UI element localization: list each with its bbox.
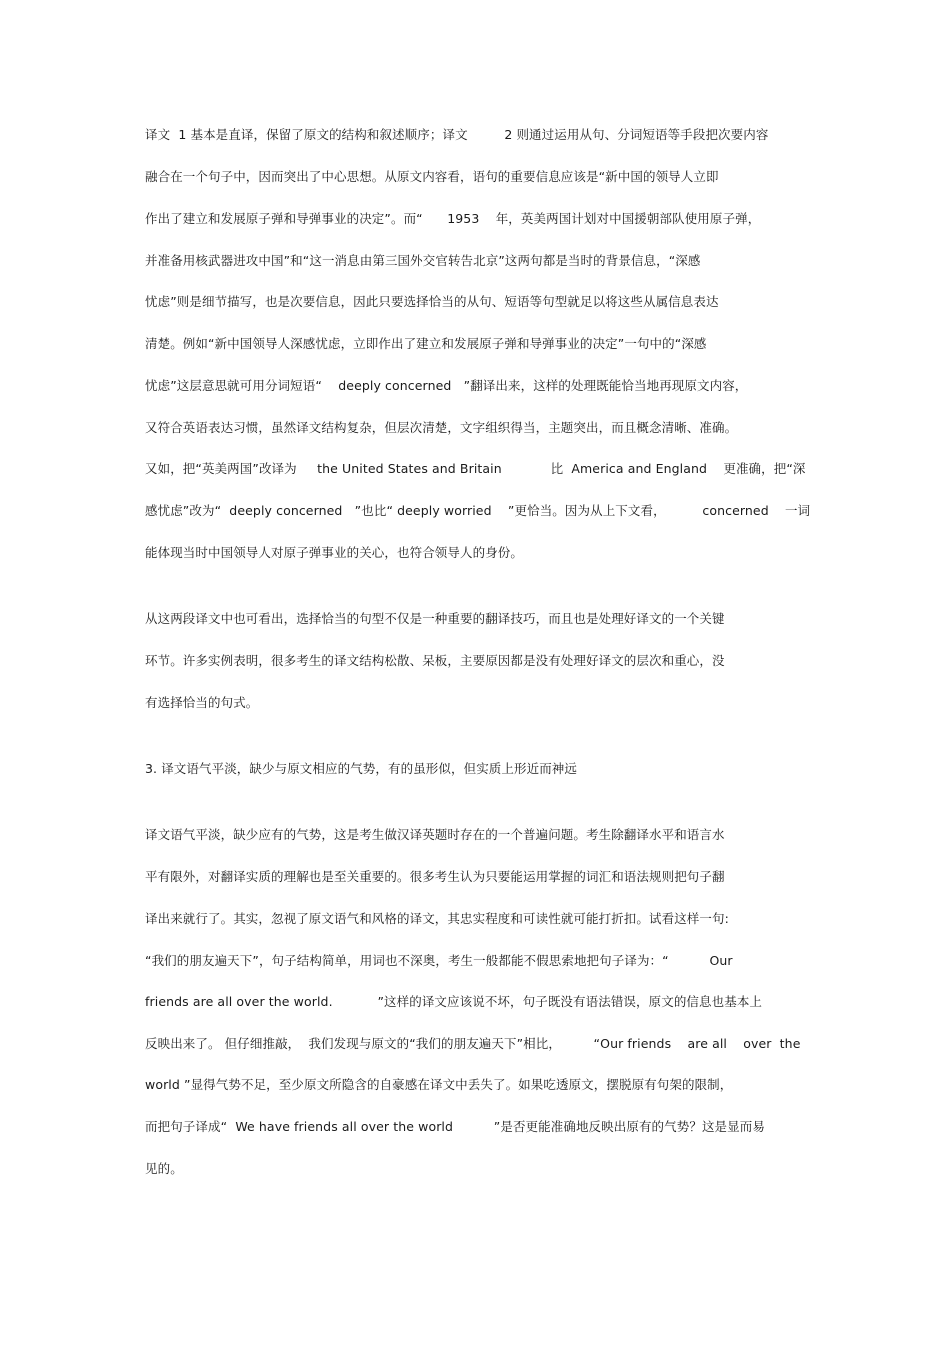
text-line: 反映出来了。 但仔细推敲， 我们发现与原文的“我们的朋友遍天下”相比， “Our friends are all over the — [145, 1036, 801, 1051]
text-line: 能体现当时中国领导人对原子弹事业的关心，也符合领导人的身份。 — [145, 545, 524, 560]
text-line: 忧虑”则是细节描写，也是次要信息，因此只要选择恰当的从句、短语等句型就足以将这些从属信息表达 — [145, 294, 719, 309]
text-line: 见的。 — [145, 1161, 183, 1176]
text-line: 从这两段译文中也可看出，选择恰当的句型不仅是一种重要的翻译技巧，而且也是处理好译文的一个关键 — [145, 611, 725, 626]
section-heading: 3. 译文语气平淡，缺少与原文相应的气势，有的虽形似，但实质上形近而神远 — [145, 761, 578, 776]
text-line: 并准备用核武器进攻中国”和“这一消息由第三国外交官转告北京”这两句都是当时的背景信息，“深感 — [145, 253, 701, 268]
text-line: 忧虑”这层意思就可用分词短语“ deeply concerned ”翻译出来，这样的处理既能恰当地再现原文内容， — [145, 378, 748, 393]
text-line: “我们的朋友遍天下”，句子结构简单，用词也不深奥，考生一般都能不假思索地把句子译为：“ Our — [145, 953, 733, 968]
text-line: 而把句子译成“ We have friends all over the world ”是否更能准确地反映出原有的气势？这是显而易 — [145, 1119, 765, 1134]
text-line: 又如，把“英美两国”改译为 the United States and Britain 比 America and England 更准确，把“深 — [145, 461, 806, 476]
text-line: world ”显得气势不足，至少原文所隐含的自豪感在译文中丢失了。如果吃透原文，摆脱原有句架的限制， — [145, 1077, 733, 1092]
text-line: friends are all over the world. ”这样的译文应该说不坏，句子既没有语法错误，原文的信息也基本上 — [145, 994, 763, 1009]
text-line: 平有限外，对翻译实质的理解也是至关重要的。很多考生认为只要能运用掌握的词汇和语法规则把句子翻 — [145, 869, 725, 884]
text-line: 作出了建立和发展原子弹和导弹事业的决定”。而“ 1953 年，英美两国计划对中国援朝部队使用原子弹， — [145, 211, 761, 226]
text-line: 感忧虑”改为“ deeply concerned ”也比“ deeply worried ”更恰当。因为从上下文看， concerned 一词 — [145, 503, 811, 518]
text-line: 译出来就行了。其实，忽视了原文语气和风格的译文，其忠实程度和可读性就可能打折扣。试看这样一句: — [145, 911, 729, 926]
text-line: 有选择恰当的句式。 — [145, 695, 259, 710]
text-line: 融合在一个句子中，因而突出了中心思想。从原文内容看，语句的重要信息应该是“新中国的领导人立即 — [145, 169, 719, 184]
text-line: 译文语气平淡，缺少应有的气势，这是考生做汉译英题时存在的一个普遍问题。考生除翻译水平和语言水 — [145, 827, 725, 842]
text-line: 又符合英语表达习惯，虽然译文结构复杂，但层次清楚，文字组织得当，主题突出，而且概念清晰、准确。 — [145, 420, 738, 435]
text-line: 环节。许多实例表明，很多考生的译文结构松散、呆板，主要原因都是没有处理好译文的层次和重心，没 — [145, 653, 725, 668]
text-line: 译文 1 基本是直译，保留了原文的结构和叙述顺序；译文 2 则通过运用从句、分词短语等手段把次要内容 — [145, 127, 769, 142]
text-line: 清楚。例如“新中国领导人深感忧虑，立即作出了建立和发展原子弹和导弹事业的决定”一句中的“深感 — [145, 336, 707, 351]
